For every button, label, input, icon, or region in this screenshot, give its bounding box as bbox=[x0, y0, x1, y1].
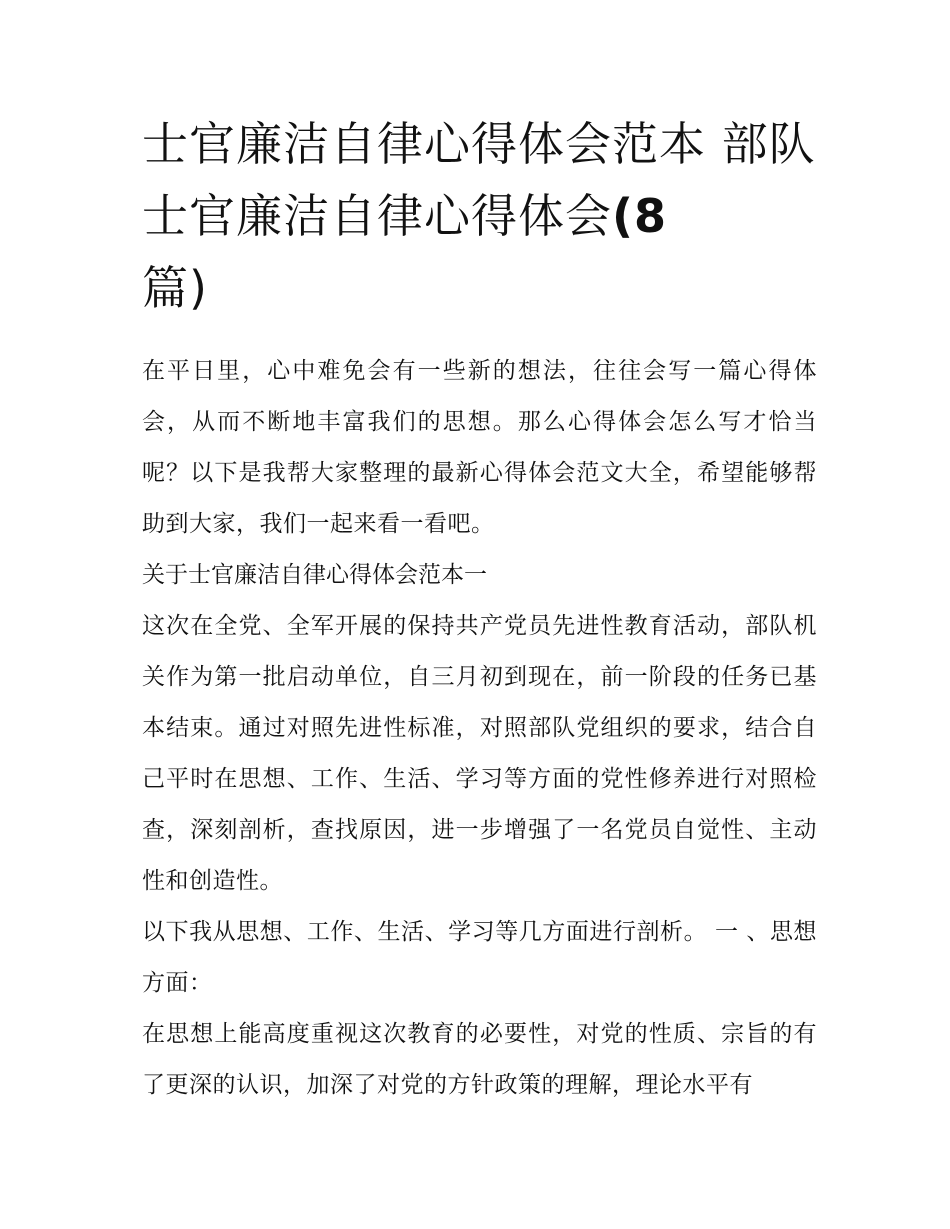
document-content bbox=[142, 108, 817, 1111]
title-text: 士官廉洁自律心得体会范本 部队士官廉洁自律心得体会 bbox=[142, 117, 816, 243]
body-paragraph: 在思想上能高度重视这次教育的必要性，对党的性质、宗旨的有了更深的认识，加深了对党的方针政策的理解，理论水平有 bbox=[142, 1021, 817, 1098]
title-suffix: 篇) bbox=[142, 261, 208, 315]
body-paragraph: 这次在全党、全军开展的保持共产党员先进性教育活动，部队机关作为第一批启动单位，自三月初到现在，前一阶段的任务已基本结束。通过对照先进性标准，对照部队党组织的要求，结合自己平时在思想、工作、生活、学习等方面的党性修养进行对照检查，深刻剖析，查找原因，进一步增强了一名党员自觉性、主动性和创造性。 bbox=[142, 613, 817, 894]
intro-paragraph: 在平日里，心中难免会有一些新的想法，往往会写一篇心得体会，从而不断地丰富我们的思想。那么心得体会怎么写才恰当呢？以下是我帮大家整理的最新心得体会范文大全，希望能够帮助到大家，我们一起来看一看吧。 bbox=[142, 358, 817, 537]
section-heading: 关于士官廉洁自律心得体会范本一 bbox=[142, 562, 487, 588]
title-count: (8 bbox=[612, 189, 668, 243]
body-paragraph: 以下我从思想、工作、生活、学习等几方面进行剖析。 一 、思想方面： bbox=[142, 919, 817, 996]
document-title bbox=[142, 108, 817, 324]
document-body bbox=[142, 346, 817, 1111]
